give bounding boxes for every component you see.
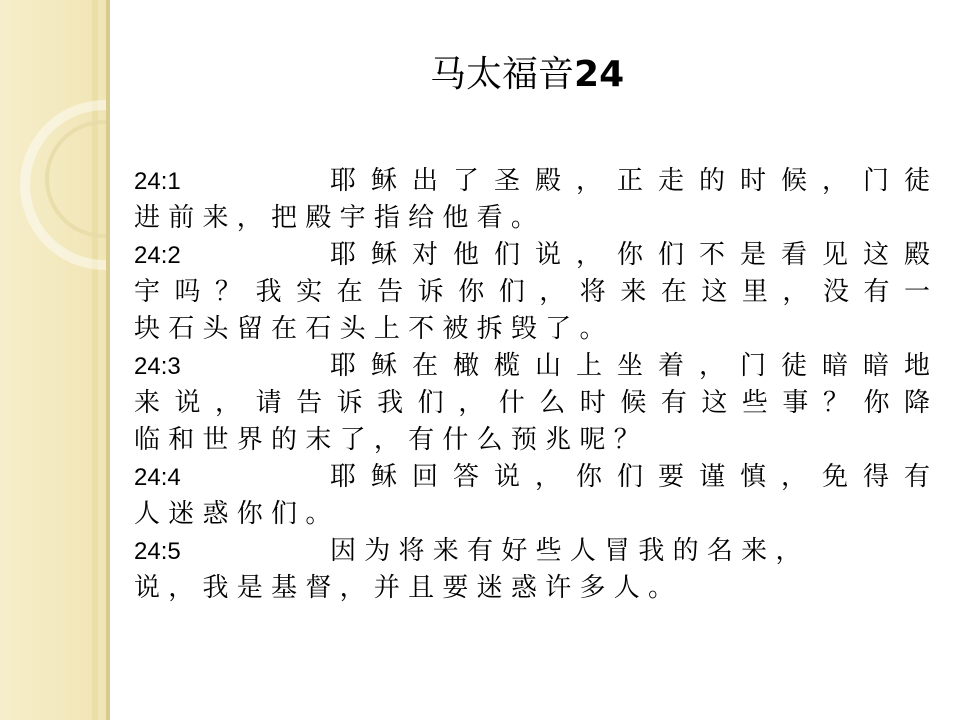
verse-list [134,163,930,607]
verse-line [134,200,930,237]
verse-line [134,422,930,459]
verse-line [134,459,930,496]
slide-title-number: 24 [574,54,625,95]
verse-line [134,311,930,348]
verse-line [134,274,930,311]
verse-text: 说 ， 我 是 基 督 ， 并 且 要 迷 惑 许 多 人 。 [134,573,674,603]
slide-title [430,52,690,98]
verse-number: 24:1 [134,168,181,195]
slide-title-text: 马太福音 [430,54,575,95]
verse-text: 临 和 世 界 的 末 了 ， 有 什 么 预 兆 呢 ？ [134,425,640,455]
side-panel-divider [106,0,110,720]
verse-text: 宇 吗 ？ 我 实 在 告 诉 你 们 ， 将 来 在 这 里 ， 没 有 一 [134,277,930,307]
verse-text: 来 说 ， 请 告 诉 我 们 ， 什 么 时 候 有 这 些 事 ？ 你 降 [134,388,930,418]
verse-text: 块 石 头 留 在 石 头 上 不 被 拆 毁 了 。 [134,314,606,344]
verse-line [134,348,930,385]
verse-line [134,385,930,422]
verse-number: 24:4 [134,464,181,491]
verse-number: 24:5 [134,538,181,565]
verse-number: 24:2 [134,242,181,269]
verse-line [134,533,930,570]
verse-number: 24:3 [134,353,181,380]
verse-text: 耶 稣 回 答 说 ， 你 们 要 谨 慎 ， 免 得 有 [330,462,930,492]
verse-line [134,570,930,607]
verse-text: 耶 稣 对 他 们 说 ， 你 们 不 是 看 见 这 殿 [330,240,930,270]
verse-line [134,237,930,274]
verse-text: 耶 稣 出 了 圣 殿 ， 正 走 的 时 候 ， 门 徒 [330,166,930,196]
verse-text: 进 前 来 ， 把 殿 宇 指 给 他 看 。 [134,203,537,233]
verse-text: 耶 稣 在 橄 榄 山 上 坐 着 ， 门 徒 暗 暗 地 [330,351,930,381]
verse-text: 因 为 将 来 有 好 些 人 冒 我 的 名 来 ， [330,536,802,566]
decorative-side-panel [0,0,107,720]
verse-line [134,496,930,533]
verse-line [134,163,930,200]
verse-text: 人 迷 惑 你 们 。 [134,499,332,529]
